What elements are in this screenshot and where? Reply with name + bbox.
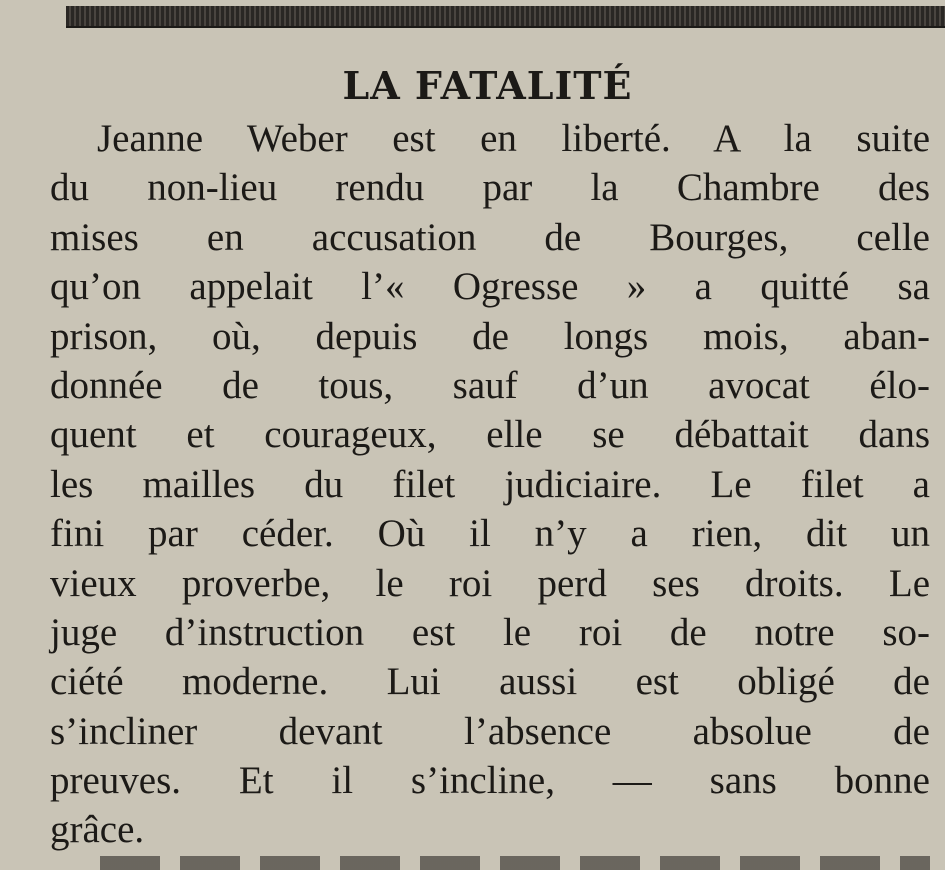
article-line: s’incliner devant l’absence absolue de xyxy=(50,709,930,753)
article-line: fini par céder. Où il n’y a rien, dit un xyxy=(50,512,930,556)
article-line: ciété moderne. Lui aussi est obligé de xyxy=(50,660,930,704)
article-line: juge d’instruction est le roi de notre so- xyxy=(50,610,930,654)
article-line: prison, où, depuis de longs mois, aban- xyxy=(50,314,930,358)
article-line: vieux proverbe, le roi perd ses droits. Le xyxy=(50,561,930,605)
article-line: Jeanne Weber est en liberté. A la suite xyxy=(97,117,930,160)
article-line: mises en accusation de Bourges, celle xyxy=(50,215,930,259)
article-body xyxy=(50,114,930,855)
headline: LA FATALITÉ xyxy=(342,63,633,108)
article-line: preuves. Et il s’incline, — sans bonne xyxy=(50,759,930,803)
article-line: les mailles du filet judiciaire. Le filet a xyxy=(50,462,930,506)
article-line: qu’on appelait l’« Ogresse » a quitté sa xyxy=(50,265,930,309)
article-line: grâce. xyxy=(50,808,145,852)
article-line: donnée de tous, sauf d’un avocat élo- xyxy=(50,363,930,407)
cropped-next-line xyxy=(100,856,930,870)
article-line: du non-lieu rendu par la Chambre des xyxy=(50,166,930,210)
article-line: quent et courageux, elle se débattait dans xyxy=(50,413,930,457)
top-rule xyxy=(66,6,945,28)
